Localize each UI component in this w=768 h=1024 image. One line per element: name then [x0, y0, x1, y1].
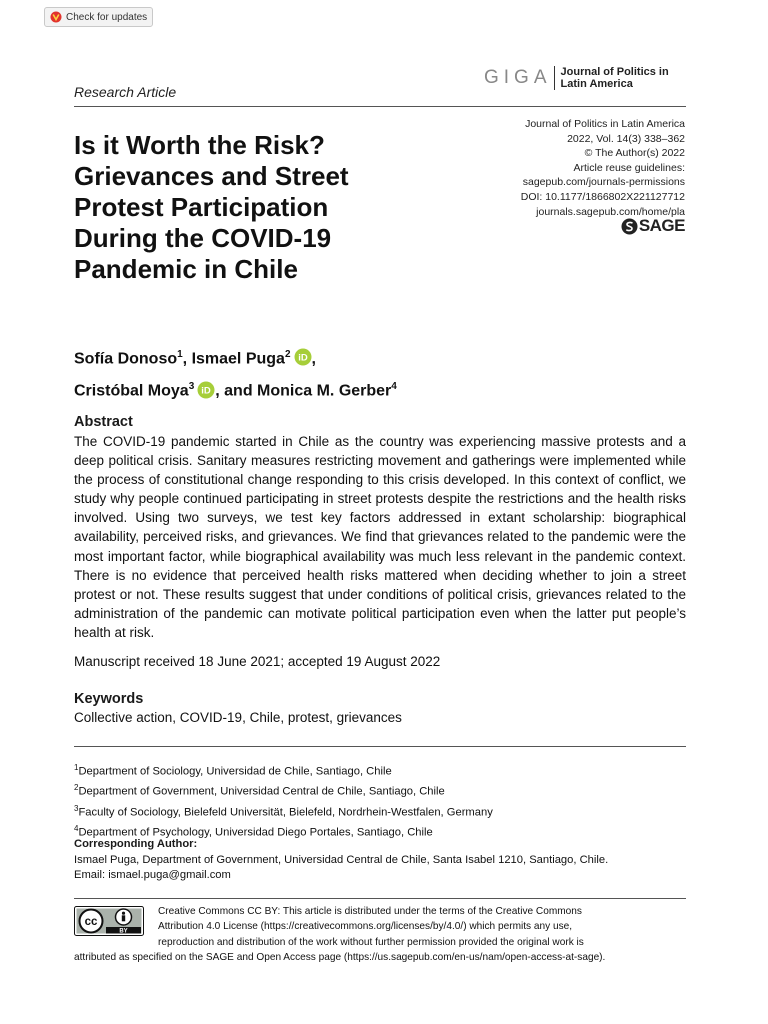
affiliation-marker: 3 — [188, 381, 195, 393]
article-title — [74, 130, 494, 285]
license-rule — [74, 898, 686, 899]
affiliation-text: Department of Sociology, Universidad de Chile, Santiago, Chile — [78, 765, 392, 778]
giga-logo-text: GIGA — [484, 67, 552, 88]
author-separator: , and — [215, 382, 258, 400]
affiliations-list — [74, 760, 493, 841]
doi-link[interactable]: DOI: 10.1177/1866802X221127712 — [520, 190, 685, 203]
license-line: attributed as specified on the SAGE and Open Access page (https://us.sagepub.com/en-us/nam/open-access-at-sage). — [74, 951, 606, 963]
svg-text:iD: iD — [297, 352, 308, 364]
sage-s-icon — [621, 218, 638, 235]
affiliation-item — [74, 780, 493, 800]
title-line: During the COVID-19 — [74, 223, 332, 253]
author-name: Sofía Donoso — [74, 350, 178, 368]
title-line: Pandemic in Chile — [74, 254, 298, 284]
author-name: Cristóbal Moya — [74, 382, 189, 400]
permissions-link[interactable]: sagepub.com/journals-permissions — [522, 176, 685, 189]
volume-pages: 2022, Vol. 14(3) 338–362 — [567, 132, 685, 145]
check-for-updates-label: Check for updates — [66, 11, 148, 23]
journal-brand-line2: Latin America — [560, 78, 633, 90]
svg-text:iD: iD — [201, 385, 211, 397]
affiliation-text: Department of Psychology, Universidad Diego Portales, Santiago, Chile — [78, 826, 433, 839]
abstract-body: The COVID-19 pandemic started in Chile as the country was experiencing massive protests and a deep political crisis. Sanitary measures restricting movement and gatherings were implemented while the process of constitutional change responding to this crisis developed. In this context of conflict, we study why people continued participating in street protests despite the restrictions and the health risks involved. Using two surveys, we test key factors addressed in extant scholarship: biographical availability, perceived risks, and grievances. We find that grievances related to the pandemic were the most important factor, while biographical availability was much less relevant in the pandemic context. There is no evidence that perceived health risks mattered when deciding whether to join a street protest or not. These results suggest that under conditions of political crisis, grievances related to the administration of the pandemic can motivate political participation even when the latter put people’s health at risk. — [74, 434, 686, 640]
license-text — [74, 904, 684, 965]
affiliation-item — [74, 760, 493, 780]
abstract-heading: Abstract — [74, 414, 133, 430]
article-type-label: Research Article — [74, 84, 177, 100]
crossmark-icon — [50, 11, 62, 23]
corresponding-address: Ismael Puga, Department of Government, Universidad Central de Chile, Santa Isabel 1210, Santiago, Chile. — [74, 854, 609, 866]
logo-divider — [554, 66, 555, 90]
corresponding-author-heading: Corresponding Author: — [74, 838, 198, 850]
journal-brand-line1: Journal of Politics in — [560, 66, 669, 78]
orcid-icon[interactable] — [294, 348, 312, 374]
manuscript-dates: Manuscript received 18 June 2021; accepted 19 August 2022 — [74, 654, 441, 669]
affiliation-marker: 1 — [177, 349, 183, 360]
journal-name: Journal of Politics in Latin America — [525, 118, 685, 130]
license-line: Attribution 4.0 License (https://creativecommons.org/licenses/by/4.0/) which permits any use, — [158, 921, 573, 933]
author-name: Monica M. Gerber — [257, 382, 392, 400]
affiliation-number: 1 — [74, 763, 79, 772]
affiliation-number: 3 — [74, 803, 79, 813]
author-line-2 — [74, 374, 397, 406]
affiliation-item — [74, 801, 493, 821]
affiliation-text: Faculty of Sociology, Bielefeld Universität, Bielefeld, Nordrhein-Westfalen, Germany — [78, 806, 493, 819]
title-line: Protest Participation — [74, 192, 329, 222]
affiliations-rule — [74, 746, 686, 747]
svg-text:cc: cc — [84, 916, 98, 929]
author-name: Ismael Puga — [191, 350, 285, 368]
reuse-label: Article reuse guidelines: — [573, 161, 685, 174]
author-list — [74, 342, 397, 407]
author-line-1 — [74, 342, 397, 374]
sage-logo — [621, 216, 685, 236]
journal-homepage-link[interactable]: journals.sagepub.com/home/pla — [536, 205, 685, 218]
license-line: Creative Commons CC BY: This article is distributed under the terms of the Creative Commons — [158, 906, 582, 917]
affiliation-marker: 4 — [391, 381, 397, 393]
affiliation-number: 4 — [74, 823, 79, 833]
cc-by-label: BY — [119, 928, 128, 935]
journal-info-block — [521, 117, 685, 219]
title-line: Grievances and Street — [74, 161, 349, 191]
journal-logo — [484, 66, 669, 90]
corresponding-email[interactable]: Email: ismael.puga@gmail.com — [74, 869, 231, 882]
corresponding-author-details — [74, 853, 608, 884]
title-line: Is it Worth the Risk? — [74, 130, 325, 160]
sage-logo-text: SAGE — [638, 216, 685, 235]
journal-brand-name — [561, 66, 669, 90]
keywords-list: Collective action, COVID-19, Chile, protest, grievances — [74, 710, 402, 725]
keywords-heading: Keywords — [74, 691, 144, 707]
author-separator: , — [182, 350, 192, 368]
orcid-icon[interactable] — [197, 381, 215, 407]
copyright: © The Author(s) 2022 — [584, 147, 685, 160]
affiliation-text: Department of Government, Universidad Central de Chile, Santiago, Chile — [78, 786, 445, 799]
affiliation-number: 2 — [74, 783, 79, 793]
check-for-updates-button[interactable] — [44, 7, 153, 27]
license-line: reproduction and distribution of the work without further permission provided the original work is — [158, 936, 584, 948]
author-separator: , — [311, 350, 316, 368]
header-rule — [74, 106, 686, 107]
affiliation-marker: 2 — [284, 349, 291, 360]
